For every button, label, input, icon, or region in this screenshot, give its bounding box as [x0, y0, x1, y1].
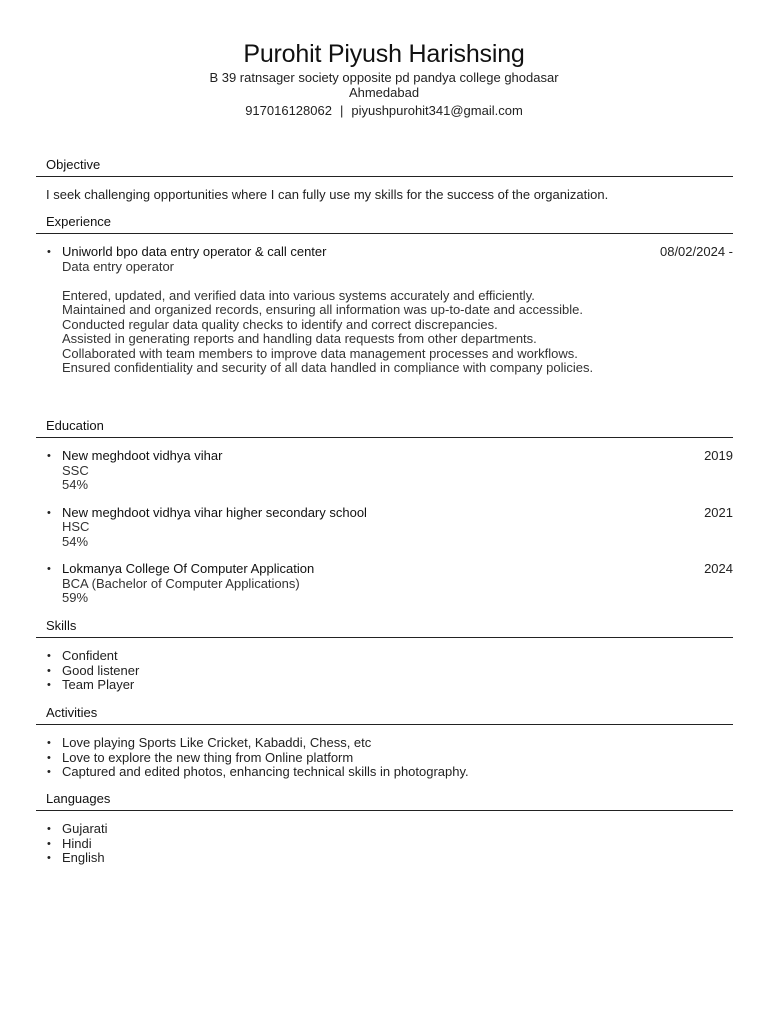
phone-number: 917016128062 — [245, 103, 332, 118]
description-line: Assisted in generating reports and handling data requests from other departments. — [62, 331, 537, 346]
education-item — [36, 562, 733, 606]
address-line-1: B 39 ratnsager society opposite pd pandya college ghodasar — [209, 70, 559, 85]
experience-section — [36, 214, 733, 376]
contact-separator: | — [339, 103, 344, 118]
bullet: • — [47, 737, 51, 749]
language-text: English — [62, 850, 105, 865]
bullet: • — [47, 506, 51, 519]
skill-text: Team Player — [62, 677, 135, 692]
job-role: Data entry operator — [62, 258, 175, 274]
skill-item — [36, 664, 733, 679]
experience-item — [36, 245, 733, 376]
language-item — [36, 851, 733, 866]
activity-item — [36, 751, 733, 766]
skill-text: Confident — [62, 648, 118, 663]
activities-heading: Activities — [36, 705, 733, 725]
objective-heading: Objective — [36, 157, 733, 177]
language-item — [36, 822, 733, 837]
email-address: piyushpurohit341@gmail.com — [351, 103, 523, 118]
language-text: Hindi — [62, 835, 92, 851]
activity-item — [36, 736, 733, 751]
school-name: Lokmanya College Of Computer Application — [62, 561, 315, 576]
language-text: Gujarati — [62, 821, 108, 836]
employment-date: 08/02/2024 - — [659, 244, 733, 259]
objective-section — [36, 157, 733, 203]
school-name: New meghdoot vidhya vihar — [62, 448, 223, 463]
activity-text: Love playing Sports Like Cricket, Kabaddi, Chess, etc — [62, 735, 372, 750]
score: 54% — [62, 477, 89, 492]
description-line: Conducted regular data quality checks to identify and correct discrepancies. — [62, 316, 498, 332]
score: 54% — [62, 533, 89, 549]
contact-line — [0, 103, 768, 118]
resume-header — [0, 38, 768, 118]
experience-heading: Experience — [36, 214, 733, 234]
activities-section — [36, 705, 733, 780]
degree: SSC — [62, 462, 89, 478]
school-name: New meghdoot vidhya vihar higher secondary school — [62, 504, 367, 520]
bullet: • — [47, 679, 51, 691]
languages-section — [36, 791, 733, 866]
graduation-year: 2024 — [704, 561, 733, 576]
degree: HSC — [62, 519, 90, 534]
education-item — [36, 449, 733, 493]
objective-text: I seek challenging opportunities where I can fully use my skills for the success of the organization. — [46, 187, 609, 202]
bullet: • — [47, 650, 51, 662]
company-name: Uniworld bpo data entry operator & call center — [62, 244, 327, 259]
activity-text: Captured and edited photos, enhancing technical skills in photography. — [62, 764, 469, 779]
bullet: • — [47, 837, 51, 850]
skill-text: Good listener — [62, 662, 140, 678]
degree: BCA (Bachelor of Computer Applications) — [62, 575, 300, 591]
bullet: • — [47, 450, 51, 462]
activity-item — [36, 765, 733, 780]
description-line: Collaborated with team members to improve data management processes and workflows. — [62, 345, 578, 361]
education-section — [36, 418, 733, 606]
bullet: • — [47, 563, 51, 575]
job-description — [62, 289, 733, 376]
bullet: • — [47, 246, 51, 258]
bullet: • — [47, 766, 51, 778]
language-item — [36, 837, 733, 852]
graduation-year: 2019 — [704, 448, 733, 463]
skill-item — [36, 649, 733, 664]
bullet: • — [47, 751, 51, 764]
education-heading: Education — [36, 418, 733, 438]
education-item — [36, 506, 733, 550]
skills-section — [36, 618, 733, 693]
skills-heading: Skills — [36, 618, 733, 638]
description-line: Maintained and organized records, ensuring all information was up-to-date and accessible. — [62, 302, 584, 317]
description-line: Entered, updated, and verified data into various systems accurately and efficiently. — [62, 287, 535, 303]
bullet: • — [47, 852, 51, 864]
graduation-year: 2021 — [704, 504, 733, 520]
languages-heading: Languages — [36, 791, 733, 811]
bullet: • — [47, 823, 51, 835]
score: 59% — [62, 590, 89, 605]
activity-text: Love to explore the new thing from Online platform — [62, 749, 354, 765]
candidate-name: Purohit Piyush Harishsing — [243, 40, 525, 68]
description-line: Ensured confidentiality and security of all data handled in compliance with company policies. — [62, 360, 594, 375]
bullet: • — [47, 664, 51, 677]
address-line-2: Ahmedabad — [348, 85, 420, 100]
skill-item — [36, 678, 733, 693]
